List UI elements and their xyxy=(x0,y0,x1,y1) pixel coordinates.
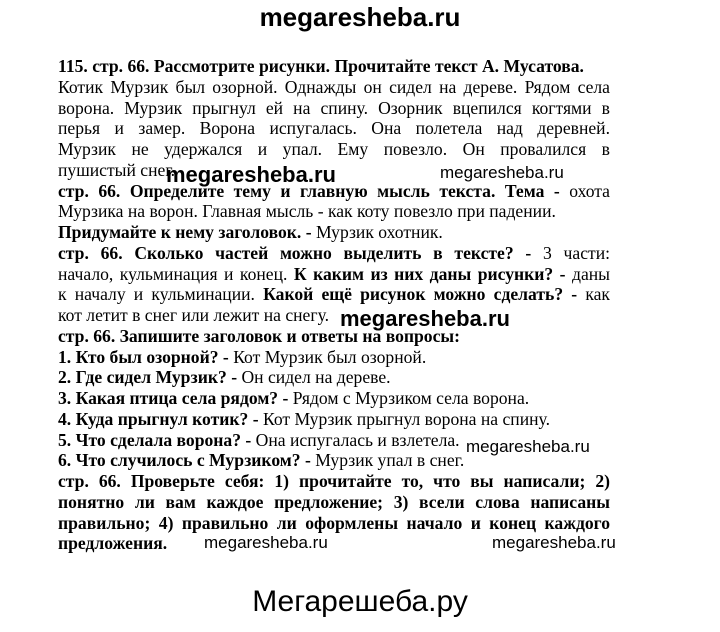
qa-item-5: 5. Что сделала ворона? - Она испугалась и взлетела. xyxy=(58,429,460,450)
parts-answer: начало, кульминация и конец. К каким из них даны рисунки? - даны xyxy=(58,263,611,284)
check-line-1: стр. 66. Проверьте себя: 1) прочитайте то, что вы написали; 2) xyxy=(58,471,610,491)
theme-answer: Мурзика на ворон. Главная мысль - как коту повезло при падении. xyxy=(58,201,556,222)
extra-picture-answer: кот летит в снег или лежит на снегу. xyxy=(58,305,330,325)
check-line-3: правильно; 4) правильно ли оформлены начало и конец каждого xyxy=(58,512,610,533)
document-body xyxy=(58,56,610,554)
pictures-answer: к началу и кульминации. Какой ещё рисунок можно сделать? - как xyxy=(58,284,610,305)
watermark-inline-1: megaresheba.ru xyxy=(166,162,336,187)
story-line-2: ворона. Мурзик прыгнул ей на спину. Озорник вцепился когтями в xyxy=(58,97,610,118)
questions-heading: стр. 66. Запишите заголовок и ответы на вопросы: xyxy=(58,325,460,346)
check-line-4: предложения. xyxy=(58,533,168,554)
theme-question: стр. 66. Определите тему и главную мысль текста. Тема - охота xyxy=(58,180,610,201)
watermark-inline-2: megaresheba.ru xyxy=(340,306,510,331)
watermark-inline-3: megaresheba.ru xyxy=(466,437,590,456)
story-line-1: Котик Мурзик был озорной. Однажды он сидел на дереве. Рядом села xyxy=(58,76,610,97)
watermark-top: megaresheba.ru xyxy=(259,2,461,32)
check-line-2: понятно ли вам каждое предложение; 3) всели слова написаны xyxy=(58,491,610,512)
qa-item-6: 6. Что случилось с Мурзиком? - Мурзик упал в снег. xyxy=(58,450,465,471)
story-line-3: перья и замер. Ворона испугалась. Она полетела над деревней. xyxy=(58,118,610,139)
title-question: Придумайте к нему заголовок. - Мурзик охотник. xyxy=(58,222,443,242)
parts-question: стр. 66. Сколько частей можно выделить в тексте? - 3 части: xyxy=(58,242,610,263)
footer-watermark: Мегарешеба.ру xyxy=(252,585,468,618)
task-heading: 115. стр. 66. Рассмотрите рисунки. Прочитайте текст А. Мусатова. xyxy=(58,56,584,76)
qa-item-2: 2. Где сидел Мурзик? - Он сидел на дереве. xyxy=(58,367,391,388)
story-line-5: пушистый снег. xyxy=(58,159,175,180)
watermark-bottom-left: megaresheba.ru xyxy=(204,533,328,552)
story-line-4: Мурзик не удержался и упал. Ему повезло. Он провалился в xyxy=(58,139,610,159)
qa-item-4: 4. Куда прыгнул котик? - Кот Мурзик прыгнул ворона на спину. xyxy=(58,408,550,429)
qa-item-1: 1. Кто был озорной? - Кот Мурзик был озорной. xyxy=(58,346,427,367)
watermark-inline-1-small: megaresheba.ru xyxy=(440,163,564,182)
qa-item-3: 3. Какая птица села рядом? - Рядом с Мурзиком села ворона. xyxy=(58,388,530,408)
watermark-bottom-right: megaresheba.ru xyxy=(492,533,616,552)
